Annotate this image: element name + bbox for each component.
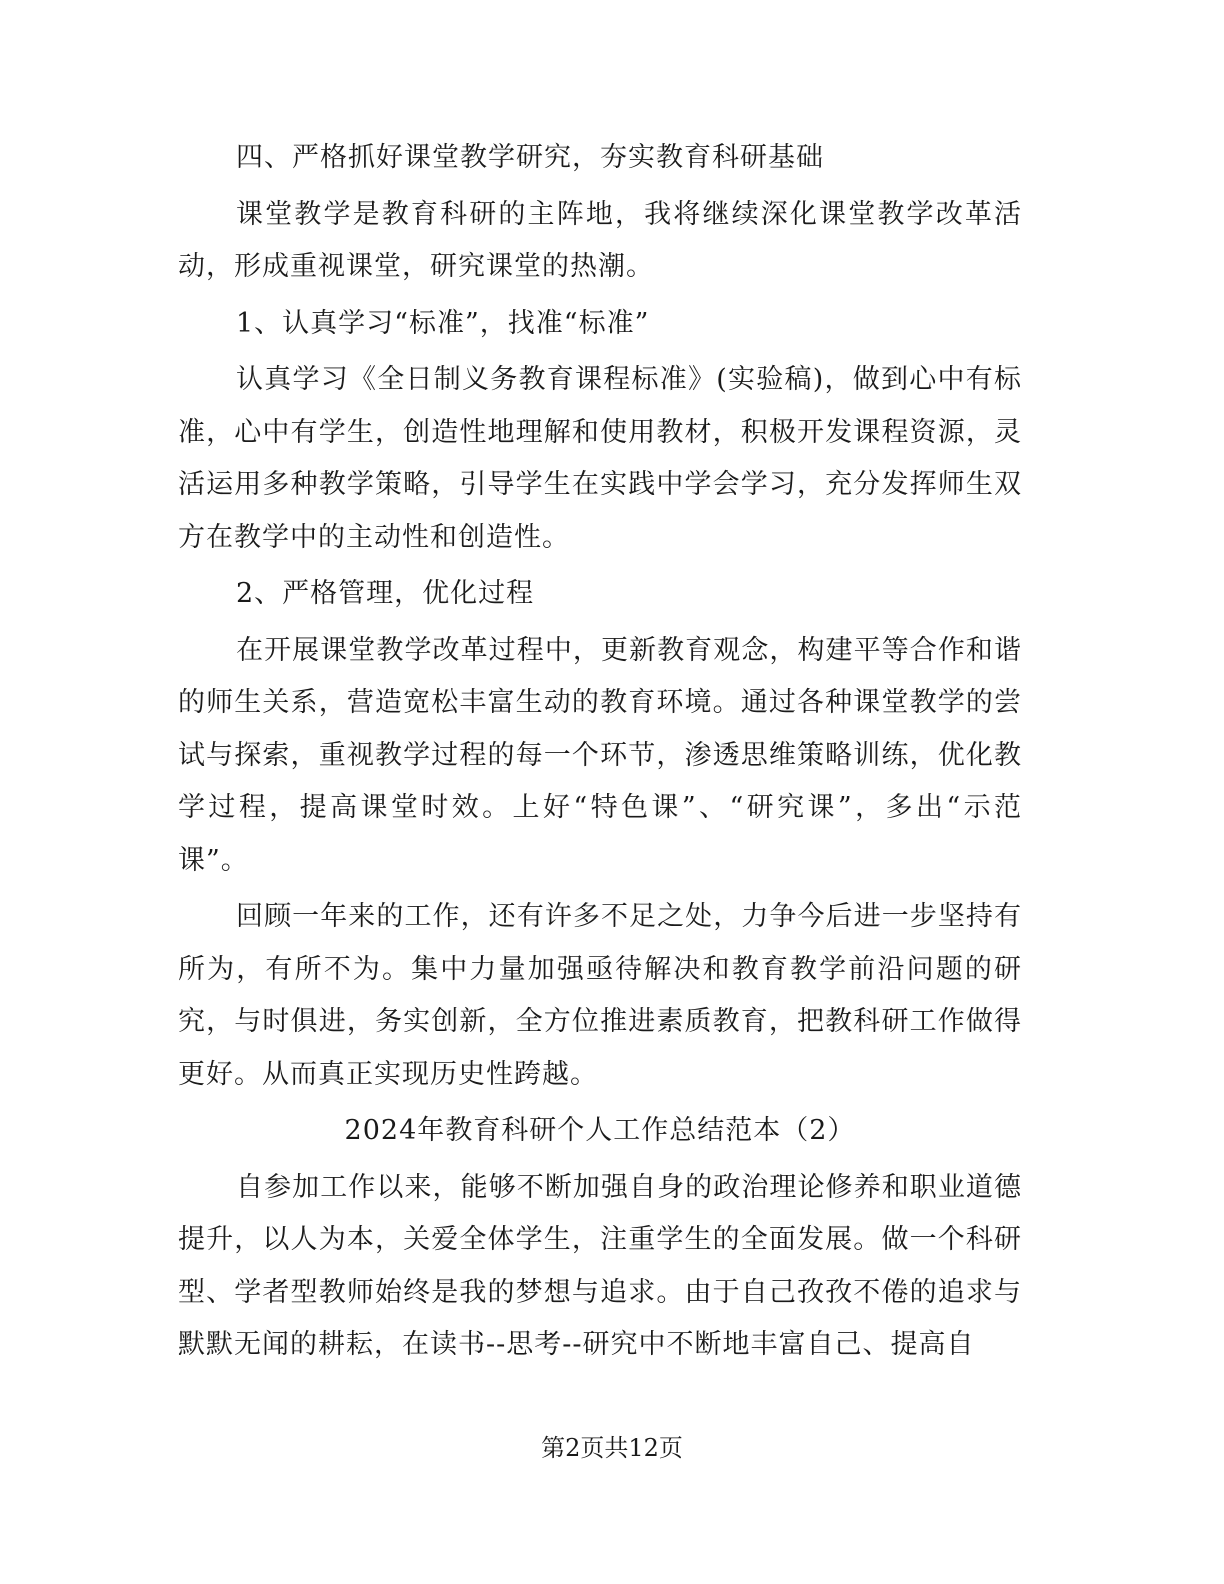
section-title: 2024年教育科研个人工作总结范本（2）: [344, 1115, 856, 1146]
body-paragraph: 自参加工作以来，能够不断加强自身的政治理论修养和职业道德提升，以人为本，关爱全体学生，注重学生的全面发展。做一个科研型、学者型教师始终是我的梦想与追求。由于自己孜孜不倦的追求与默默无闻的耕耘，在读书--思考--研究中不断地丰富自己、提高自: [178, 1171, 1022, 1360]
body-paragraph-conclusion: 回顾一年来的工作，还有许多不足之处，力争今后进一步坚持有所为，有所不为。集中力量加强亟待解决和教育教学前沿问题的研究，与时俱进，务实创新，全方位推进素质教育，把教科研工作做得更好。从而真正实现历史性跨越。: [178, 901, 1022, 1090]
subheading-standards: 1、认真学习“标准”，找准“标准”: [236, 307, 650, 339]
heading-section-four: 四、严格抓好课堂教学研究，夯实教育科研基础: [236, 142, 824, 173]
body-paragraph: 课堂教学是教育科研的主阵地，我将继续深化课堂教学改革活动，形成重视课堂，研究课堂的热潮。: [178, 198, 1022, 282]
body-paragraph: 认真学习《全日制义务教育课程标准》(实验稿)，做到心中有标准，心中有学生，创造性地理解和使用教材，积极开发课程资源，灵活运用多种教学策略，引导学生在实践中学会学习，充分发挥师生双方在教学中的主动性和创造性。: [178, 364, 1022, 553]
page-number: 第2页共12页: [541, 1434, 683, 1462]
body-paragraph: 在开展课堂教学改革过程中，更新教育观念，构建平等合作和谐的师生关系，营造宽松丰富生动的教育环境。通过各种课堂教学的尝试与探索，重视教学过程的每一个环节，渗透思维策略训练，优化教学过程，提高课堂时效。上好“特色课”、“研究课”，多出“示范课”。: [178, 634, 1022, 876]
subheading-management: 2、严格管理，优化过程: [236, 578, 535, 609]
document-body: [178, 132, 1022, 1376]
